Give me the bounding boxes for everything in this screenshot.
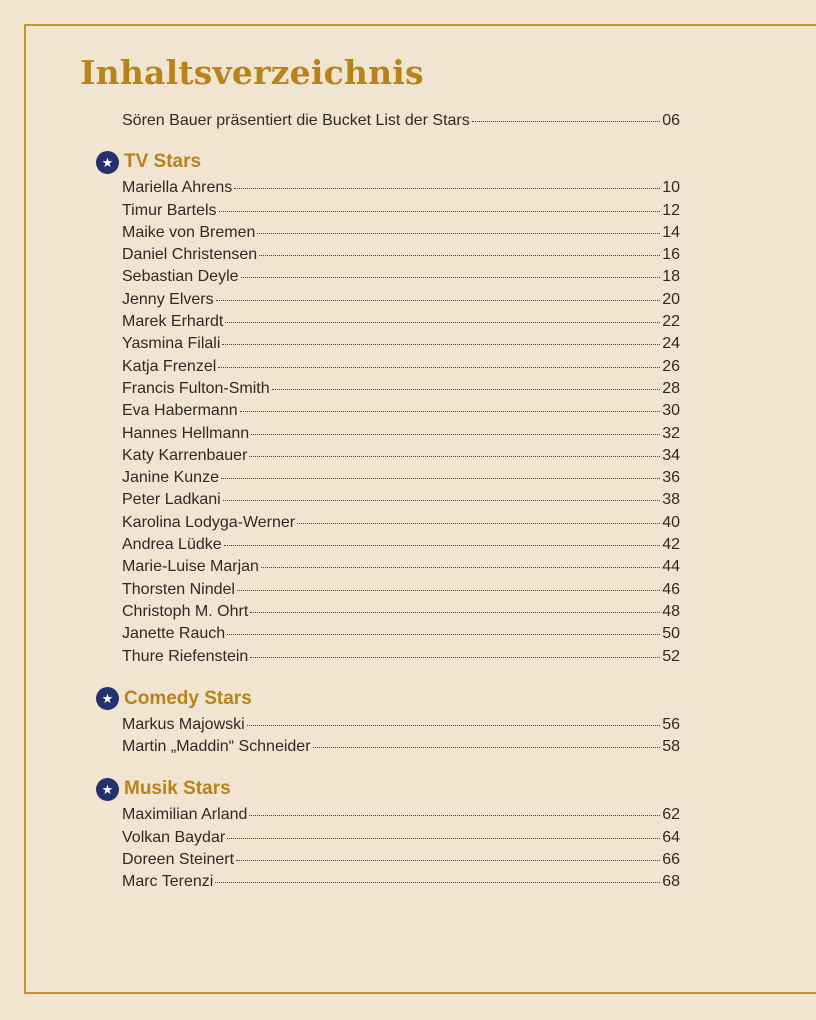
toc-entry-name: Andrea Lüdke [122,536,222,554]
toc-entry[interactable] [122,200,680,222]
toc-entry-page: 48 [662,602,680,620]
dot-leader [297,523,660,524]
toc-entry-name: Karolina Lodyga-Werner [122,513,296,531]
toc-entry[interactable] [122,512,680,534]
toc-entry[interactable] [122,244,680,266]
dot-leader [472,121,660,122]
toc-entry[interactable] [122,423,680,445]
toc-entry[interactable] [122,356,680,378]
toc-entry-name: Francis Fulton-Smith [122,379,270,397]
dot-leader [247,725,661,726]
section-title: Comedy Stars [124,687,252,709]
dot-leader [224,545,661,546]
dot-leader [272,389,661,390]
toc-entry[interactable] [122,333,680,355]
toc-entry-name: Martin „Maddin“ Schneider [122,738,311,756]
toc-entry-name: Maximilian Arland [122,806,248,824]
toc-entry-page: 46 [662,580,680,598]
toc-entry-page: 66 [662,851,680,869]
toc-entry-name: Peter Ladkani [122,491,221,509]
toc-entry[interactable] [122,311,680,333]
toc-entry[interactable] [122,400,680,422]
dot-leader [250,657,660,658]
dot-leader [313,747,661,748]
dot-leader [261,567,660,568]
star-icon: ★ [96,687,119,710]
toc-entry-page: 18 [662,268,680,286]
toc-entry-name: Doreen Steinert [122,851,235,869]
toc-entry-page: 68 [662,873,680,891]
toc-entry-name: Katy Karrenbauer [122,446,248,464]
dot-leader [221,478,660,479]
toc-entry-name: Daniel Christensen [122,246,258,264]
toc-entry-page: 42 [662,536,680,554]
dot-leader [249,456,660,457]
toc-sections [96,147,680,893]
section-title: Musik Stars [124,778,231,800]
toc-entry-page: 50 [662,625,680,643]
toc-entry-page: 58 [662,738,680,756]
toc-entry[interactable] [122,556,680,578]
toc-entry[interactable] [122,289,680,311]
toc-entry-name: Maike von Bremen [122,223,256,241]
toc-entry-name: Mariella Ahrens [122,179,233,197]
section-heading [96,684,680,714]
page-title: Inhaltsverzeichnis [80,53,424,92]
toc-entry[interactable] [122,849,680,871]
toc-entry[interactable] [122,804,680,826]
toc-entry-page: 10 [662,179,680,197]
dot-leader [249,815,660,816]
toc-entry[interactable] [122,601,680,623]
toc-entry-page: 30 [662,402,680,420]
toc-entry-page: 56 [662,715,680,733]
star-icon: ★ [96,778,119,801]
toc-entry[interactable] [122,177,680,199]
toc-entry-name: Katja Frenzel [122,357,217,375]
dot-leader [236,860,660,861]
toc-entry-name: Janine Kunze [122,469,219,487]
toc-entry-page: 38 [662,491,680,509]
toc-entry[interactable] [122,467,680,489]
dot-leader [234,188,660,189]
star-icon: ★ [96,151,119,174]
toc-entry[interactable] [122,489,680,511]
toc-entry-page: 06 [662,112,680,129]
toc-entry-page: 28 [662,379,680,397]
section-heading [96,147,680,177]
toc-entry-page: 16 [662,246,680,264]
dot-leader [222,344,660,345]
toc-entry[interactable] [122,266,680,288]
toc-entry[interactable] [122,378,680,400]
toc-entry-name: Timur Bartels [122,201,217,219]
toc-entry[interactable] [122,222,680,244]
dot-leader [250,612,660,613]
toc-entry[interactable] [122,871,680,893]
toc-entry-page: 44 [662,558,680,576]
dot-leader [223,500,660,501]
toc-entry-page: 14 [662,223,680,241]
table-of-contents [96,110,680,894]
dot-leader [257,233,660,234]
toc-entry-name: Yasmina Filali [122,335,221,353]
toc-entry-name: Janette Rauch [122,625,226,643]
toc-entry[interactable] [122,736,680,758]
toc-entry-name: Eva Habermann [122,402,238,420]
toc-entry-page: 64 [662,828,680,846]
toc-entry[interactable] [122,646,680,668]
toc-entry-page: 20 [662,290,680,308]
toc-entry-name: Jenny Elvers [122,290,214,308]
toc-entry-name: Marc Terenzi [122,873,214,891]
toc-entry[interactable] [122,827,680,849]
toc-entry[interactable] [122,579,680,601]
dot-leader [227,838,660,839]
toc-entry-page: 40 [662,513,680,531]
toc-entry-page: 36 [662,469,680,487]
toc-entry-page: 34 [662,446,680,464]
toc-entry-page: 22 [662,313,680,331]
dot-leader [227,634,660,635]
toc-entry[interactable] [122,534,680,556]
section-heading [96,774,680,804]
toc-entry-name: Markus Majowski [122,715,245,733]
dot-leader [215,882,660,883]
toc-entry-page: 26 [662,357,680,375]
toc-entry-name: Marek Erhardt [122,313,224,331]
toc-entry-page: 12 [662,201,680,219]
section-title: TV Stars [124,151,202,173]
dot-leader [219,211,661,212]
dot-leader [241,277,661,278]
toc-entry-name: Thure Riefenstein [122,647,249,665]
toc-entry-name: Sören Bauer präsentiert die Bucket List der Stars [122,112,470,129]
toc-entry-name: Christoph M. Ohrt [122,602,249,620]
dot-leader [237,590,660,591]
toc-entry-name: Volkan Baydar [122,828,226,846]
toc-entry-page: 24 [662,335,680,353]
toc-entry[interactable] [122,714,680,736]
dot-leader [251,434,660,435]
toc-entry-name: Thorsten Nindel [122,580,235,598]
dot-leader [218,367,660,368]
toc-entry-page: 52 [662,647,680,665]
dot-leader [216,300,661,301]
toc-entry-name: Sebastian Deyle [122,268,239,286]
dot-leader [259,255,660,256]
toc-entry-page: 62 [662,806,680,824]
dot-leader [225,322,660,323]
toc-entry[interactable] [122,623,680,645]
dot-leader [240,411,661,412]
toc-entry-name: Marie-Luise Marjan [122,558,259,576]
toc-entry-intro[interactable] [122,110,680,132]
toc-entry[interactable] [122,445,680,467]
toc-entry-page: 32 [662,424,680,442]
toc-entry-name: Hannes Hellmann [122,424,250,442]
